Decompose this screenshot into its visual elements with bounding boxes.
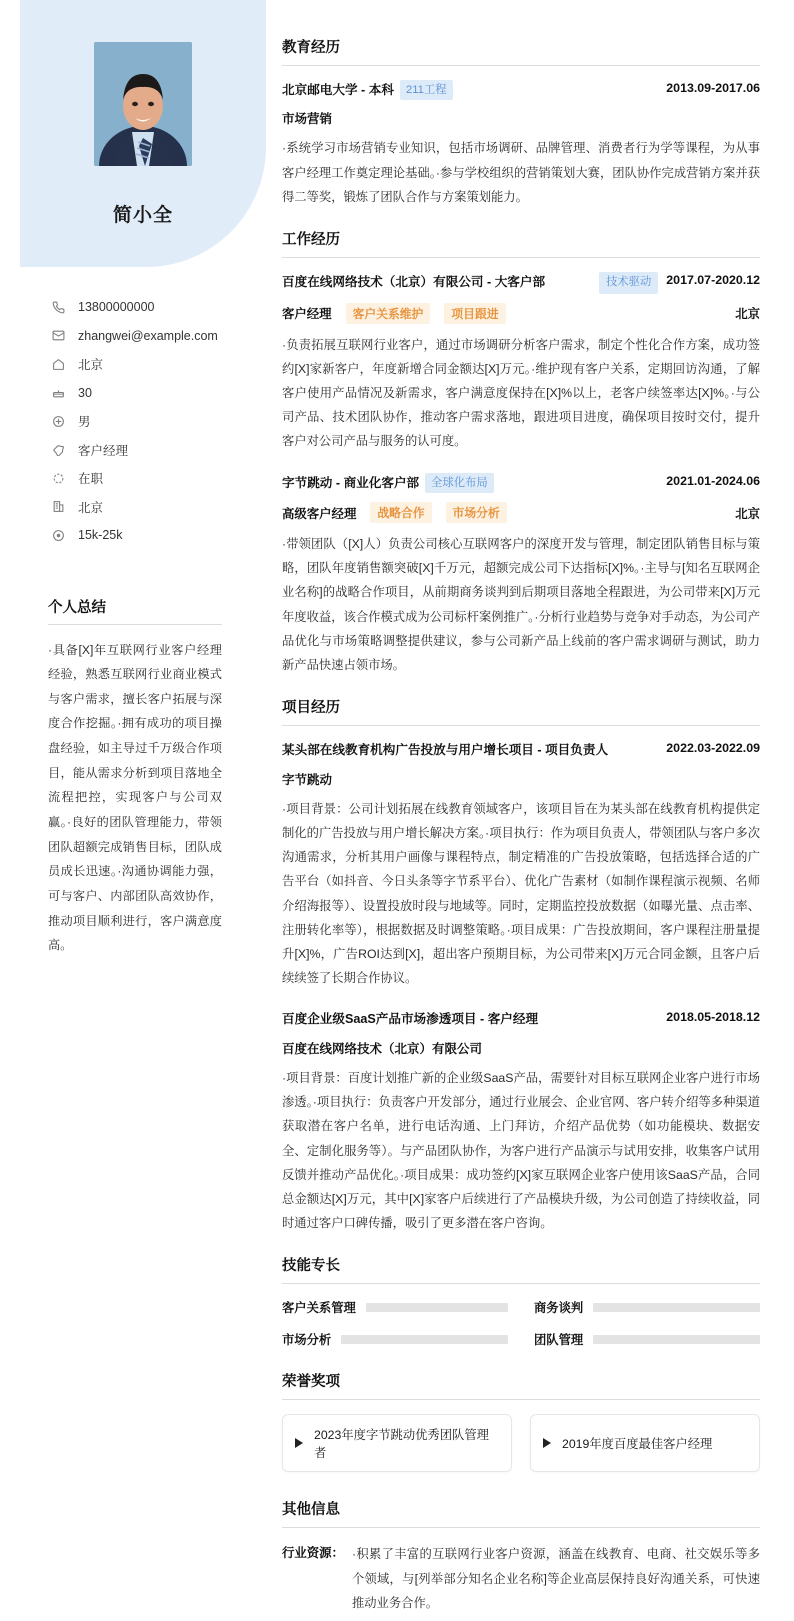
school-name: 北京邮电大学 - 本科 [282,83,394,97]
mail-icon [52,329,72,342]
project-date: 2022.03-2022.09 [666,741,760,756]
awards-grid [282,1414,760,1472]
work-entry-head [282,473,760,493]
project-entry [282,1009,760,1235]
project-name: 某头部在线教育机构广告投放与用户增长项目 - 项目负责人 [282,743,609,758]
work-tag: 客户关系维护 [346,303,431,324]
profile-hero [20,0,266,267]
contact-value: 15k-25k [78,528,123,543]
contact-item-position [52,436,256,465]
skill-label: 客户关系管理 [282,1301,356,1316]
skill-item [534,1298,760,1316]
projects-title: 项目经历 [282,696,760,726]
summary-text: ·具备[X]年互联网行业客户经理经验，熟悉互联网行业商业模式与客户需求，擅长客户拓展与深度合作挖掘。·拥有成功的项目操盘经验，如主导过千万级合作项目，能从需求分析到项目落地全流程把控，实现客户与公司双赢。·良好的团队管理能力，带领团队超额完成销售目标，团队成员成长迅速。·沟通协调能力强，可与客户、内部团队高效协作，推动项目顺利进行，客户满意度高。 [48,642,222,953]
work-entry [282,272,760,454]
work-date: 2017.07-2020.12 [666,273,760,288]
play-triangle-icon [543,1438,551,1448]
work-section [282,228,760,677]
company-name: 字节跳动 - 商业化客户部 [282,475,420,490]
work-badge: 全球化布局 [425,473,494,493]
work-role: 客户经理 [282,307,332,322]
work-tag: 市场分析 [446,502,507,523]
project-entry-head [282,1009,760,1029]
contact-value: 30 [78,385,92,400]
project-org: 百度在线网络技术（北京）有限公司 [282,1041,483,1056]
work-location: 北京 [735,506,760,521]
work-description: ·负责拓展互联网行业客户，通过市场调研分析客户需求，制定个性化合作方案，成功签约[X]家新客户，年度新增合同金额达[X]万元。·维护现有客户关系，定期回访沟通，了解客户使用产品情况及新需求，客户满意度保持在[X]%以上，老客户续签率达[X]%。·与公司产品、技术团队协作，推动客户需求落地，跟进项目进度，确保项目按时交付，提升客户对公司产品与服务的认可度。 [282,337,760,449]
work-subrow [282,502,760,523]
contact-item-age [52,379,256,408]
contact-item-home [52,350,256,379]
contact-item-status [52,464,256,493]
work-subrow [282,303,760,324]
skills-grid [282,1298,760,1348]
project-org: 字节跳动 [282,772,333,787]
home-icon [52,358,72,371]
work-description: ·带领团队（[X]人）负责公司核心互联网客户的深度开发与管理，制定团队销售目标与策略，团队年度销售额突破[X]千万元，超额完成公司下达指标[X]%。·主导与[知名互联网企业名称]的战略合作项目，从前期商务谈判到后期项目落地全程跟进，为公司带来[X]万元年度收益，该合作模式成为公司标杆案例推广。·分析行业趋势与竞争对手动态，为公司产品优化与市场策略调整提供建议，参与公司新产品上线前的客户需求调研与测试，助力新产品快速占领市场。 [282,537,760,673]
salary-icon [52,529,72,542]
other-section [282,1498,760,1615]
skill-label: 市场分析 [282,1333,332,1348]
contact-item-email [52,322,256,351]
main-content [266,0,794,1621]
work-company [282,473,658,493]
contact-value: zhangwei@example.com [78,328,218,343]
education-description: ·系统学习市场营销专业知识，包括市场调研、品牌管理、消费者行为学等课程，为从事客户经理工作奠定理论基础。·参与学校组织的营销策划大赛，团队协作完成营销方案并获得二等奖，锻炼了团队合作与方案策划能力。 [282,141,760,204]
skills-title: 技能专长 [282,1254,760,1284]
contact-value: 北京 [78,500,104,515]
cake-icon [52,386,72,399]
sidebar [0,0,266,958]
skill-label: 团队管理 [534,1333,584,1348]
education-title: 教育经历 [282,36,760,66]
status-icon [52,472,72,485]
education-date: 2013.09-2017.06 [666,81,760,95]
contact-value: 客户经理 [78,443,129,458]
contact-item-salary [52,521,256,550]
project-entry-head [282,740,760,760]
projects-section [282,696,760,1235]
awards-section [282,1370,760,1472]
skill-progress-track [341,1335,508,1344]
contact-item-phone [52,293,256,322]
education-school [282,80,658,100]
summary-title: 个人总结 [48,596,222,625]
skill-item [534,1330,760,1348]
rocket-icon [52,443,72,456]
contact-value: 13800000000 [78,300,155,315]
education-entry [282,80,760,209]
work-entry [282,473,760,678]
work-title: 工作经历 [282,228,760,258]
project-description: ·项目背景：公司计划拓展在线教育领域客户，该项目旨在为某头部在线教育机构提供定制化的广告投放与用户增长解决方案。·项目执行：作为项目负责人，带领团队与客户多次沟通需求，分析其用户画像与课程特点，制定精准的广告投放策略，包括选择合适的广告平台（如抖音、今日头条等字节系平台）、优化广告素材（如制作课程演示视频、名师介绍海报等）、设置投放时段与地域等。同时，定期监控投放数据（如曝光量、点击率、注册转化率等），根据数据及时调整策略。·项目成果：广告投放期间，客户课程注册量提升[X]%，广告ROI达到[X]，超出客户预期目标，为公司带来[X]万元合同金额，且客户后续续签了长期合作协议。 [282,801,760,986]
gender-icon [52,415,72,428]
other-label: 行业资源： [282,1546,344,1561]
building-icon [52,500,72,513]
contact-item-gender [52,407,256,436]
skill-item [282,1330,508,1348]
skill-progress-track [593,1335,760,1344]
awards-title: 荣誉奖项 [282,1370,760,1400]
phone-icon [52,301,72,314]
other-text: ·积累了丰富的互联网行业客户资源，涵盖在线教育、电商、社交娱乐等多个领域，与[列举部分知名企业名称]等企业高层保持良好沟通关系，可快速推动业务合作。 [351,1547,760,1610]
contact-list [0,293,266,550]
play-triangle-icon [295,1438,303,1448]
contact-item-city [52,493,256,522]
skill-item [282,1298,508,1316]
person-name: 简小全 [112,205,173,226]
skill-label: 商务谈判 [534,1301,584,1316]
skills-section [282,1254,760,1348]
education-major: 市场营销 [282,112,333,127]
other-title: 其他信息 [282,1498,760,1528]
project-date: 2018.05-2018.12 [666,1010,760,1025]
award-card[interactable] [282,1414,512,1472]
project-name: 百度企业级SaaS产品市场渗透项目 - 客户经理 [282,1012,539,1027]
project-description: ·项目背景：百度计划推广新的企业级SaaS产品，需要针对目标互联网企业客户进行市场渗透。·项目执行：负责客户开发部分，通过行业展会、企业官网、客户转介绍等多种渠道获取潜在客户名单，进行电话沟通、上门拜访，介绍产品优势（如功能模块、数据安全、定制化服务等）。与产品团队协作，为客户进行产品演示与试用安排，收集客户试用反馈并推动产品优化。·项目成果：成功签约[X]家互联网企业客户使用该SaaS产品，合同总金额达[X]万元，其中[X]家客户后续进行了产品模块升级，为公司创造了持续收益，同时通过客户口碑传播，吸引了更多潜在客户咨询。 [282,1070,760,1231]
contact-value: 男 [78,415,91,430]
project-entry [282,740,760,990]
work-badge-wrap [599,272,658,294]
education-badge: 211工程 [400,80,453,100]
work-date: 2021.01-2024.06 [666,473,760,488]
skill-progress-track [593,1303,760,1312]
work-company: 百度在线网络技术（北京）有限公司 - 大客户部 [282,275,546,290]
summary-section [48,596,222,958]
skill-progress-track [366,1303,508,1312]
education-section [282,36,760,209]
work-role: 高级客户经理 [282,506,357,521]
work-tag: 战略合作 [370,502,431,523]
award-label: 2023年度字节跳动优秀团队管理者 [314,1428,489,1461]
contact-value: 在职 [78,472,104,487]
work-entry-head [282,272,760,294]
other-row [282,1542,760,1615]
education-entry-head [282,80,760,100]
contact-value: 北京 [78,358,104,373]
work-badge: 技术驱动 [599,272,658,294]
portrait-photo [94,42,192,166]
work-tag: 项目跟进 [444,303,505,324]
work-location: 北京 [735,307,760,322]
award-label: 2019年度百度最佳客户经理 [562,1437,713,1452]
award-card[interactable] [530,1414,760,1472]
